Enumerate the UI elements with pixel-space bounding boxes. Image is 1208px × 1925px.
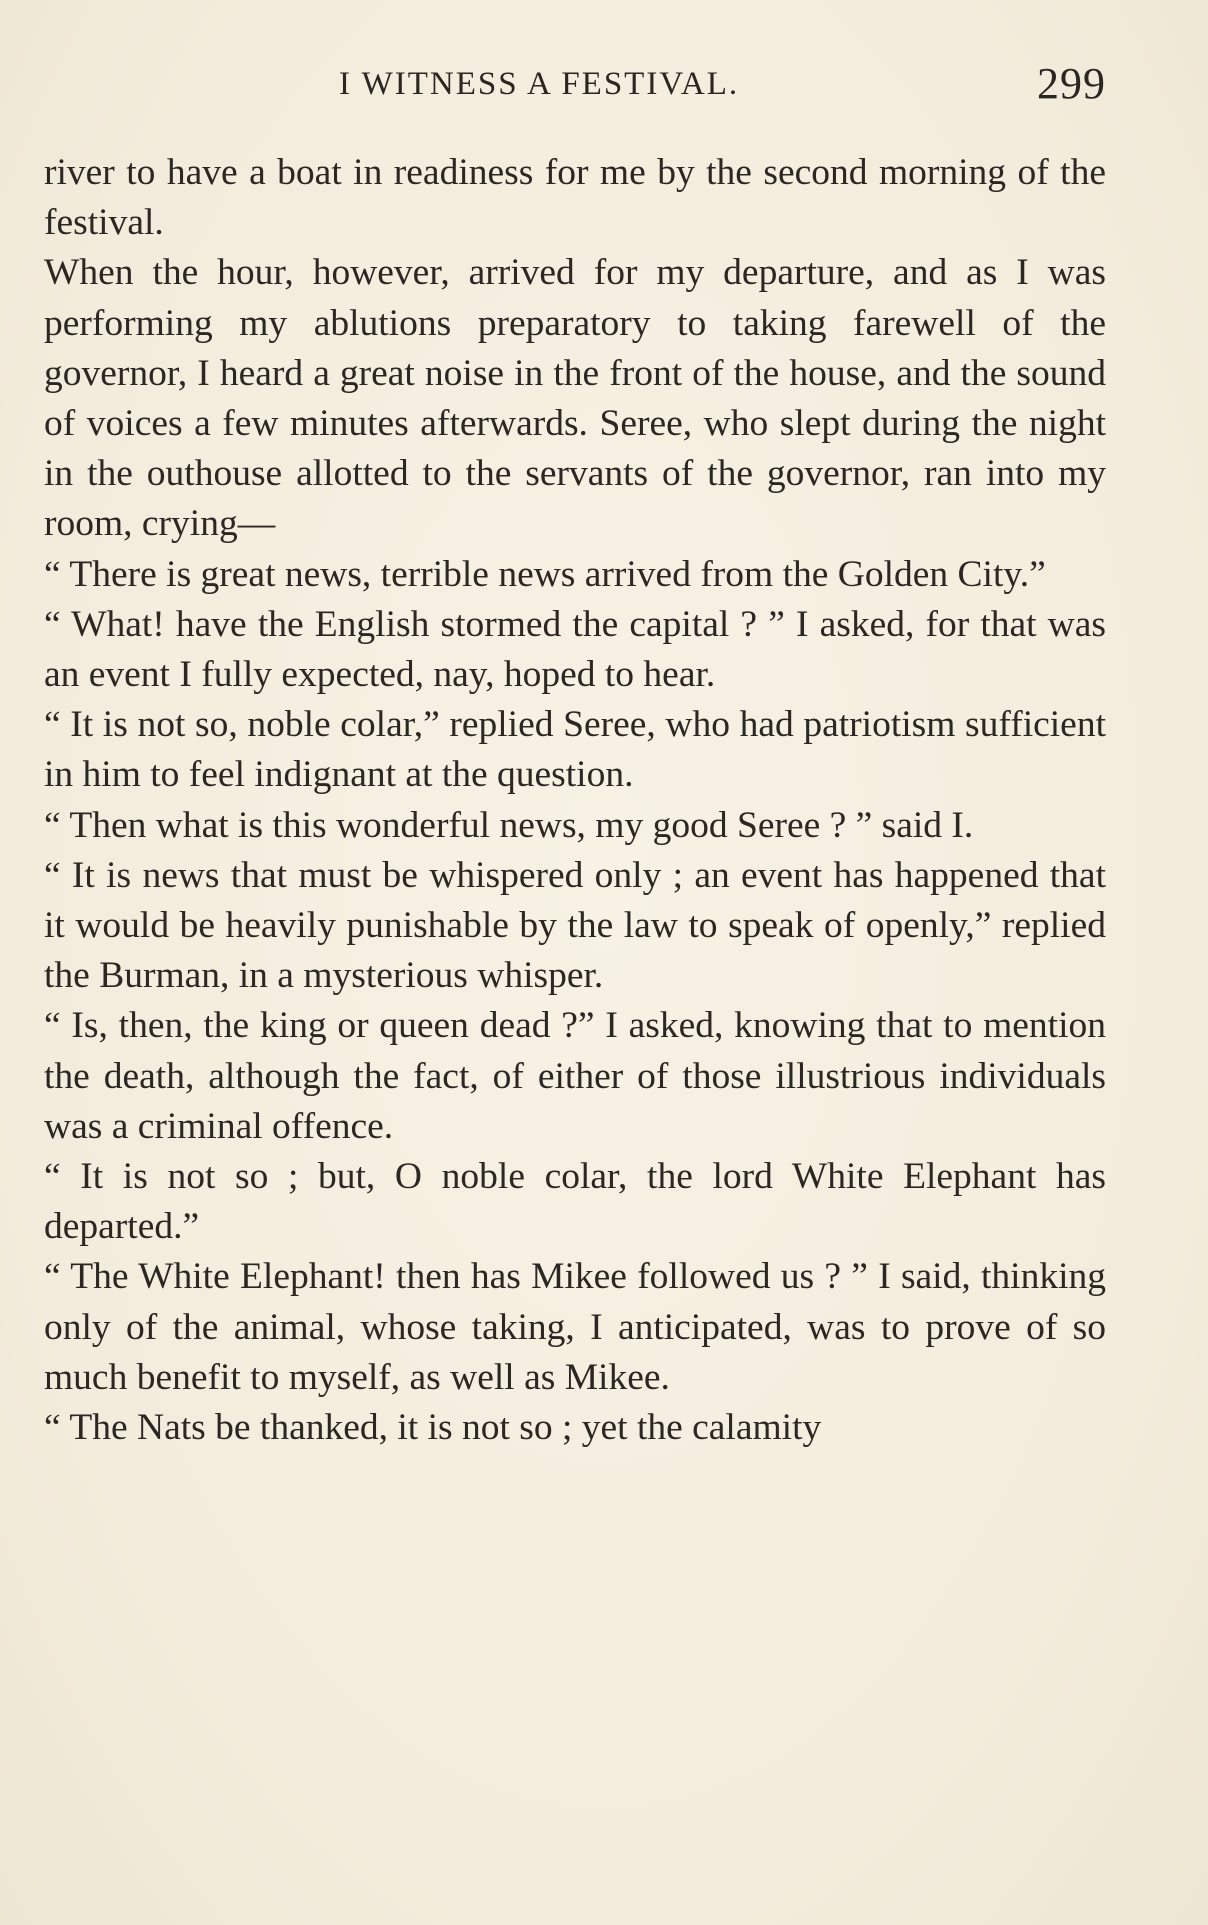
paragraph: “ Is, then, the king or queen dead ?” I asked, knowing that to mention the death, although the fact, of either of those illustrious individuals was a criminal offence. — [44, 1005, 1106, 1147]
paragraph: “ The Nats be thanked, it is not so ; yet the calamity — [44, 1407, 822, 1449]
paragraph: “ The White Elephant! then has Mikee followed us ? ” I said, thinking only of the animal, whose taking, I anticipated, was to prove of so much benefit to myself, as well as Mikee. — [44, 1256, 1106, 1398]
body-text — [44, 148, 1106, 1453]
paragraph: “ Then what is this wonderful news, my good Seree ? ” said I. — [44, 804, 974, 846]
paragraph: “ It is not so, noble colar,” replied Seree, who had patriotism sufficient in him to feel indignant at the question. — [44, 704, 1106, 796]
paragraph: “ It is not so ; but, O noble colar, the lord White Elephant has departed.” — [44, 1156, 1106, 1248]
paragraph: When the hour, however, arrived for my departure, and as I was performing my ablutions preparatory to taking farewell of the governor, I heard a great noise in the front of the house, and the sound of voices a few minutes afterwards. Seree, who slept during the night in the outhouse allotted to the servants of the governor, ran into my room, crying— — [44, 252, 1106, 545]
paragraph: river to have a boat in readiness for me by the second morning of the festival. — [44, 152, 1106, 244]
paragraph: “ It is news that must be whispered only ; an event has happened that it would be heavily punishable by the law to speak of openly,” replied the Burman, in a mysterious whisper. — [44, 854, 1106, 997]
page-header — [44, 59, 1106, 112]
page-number: 299 — [1037, 59, 1106, 108]
paragraph: “ There is great news, terrible news arrived from the Golden City.” — [44, 553, 1046, 595]
running-head: I WITNESS A FESTIVAL. — [339, 66, 740, 102]
paragraph: “ What! have the English stormed the capital ? ” I asked, for that was an event I fully expected, nay, hoped to hear. — [44, 603, 1106, 696]
